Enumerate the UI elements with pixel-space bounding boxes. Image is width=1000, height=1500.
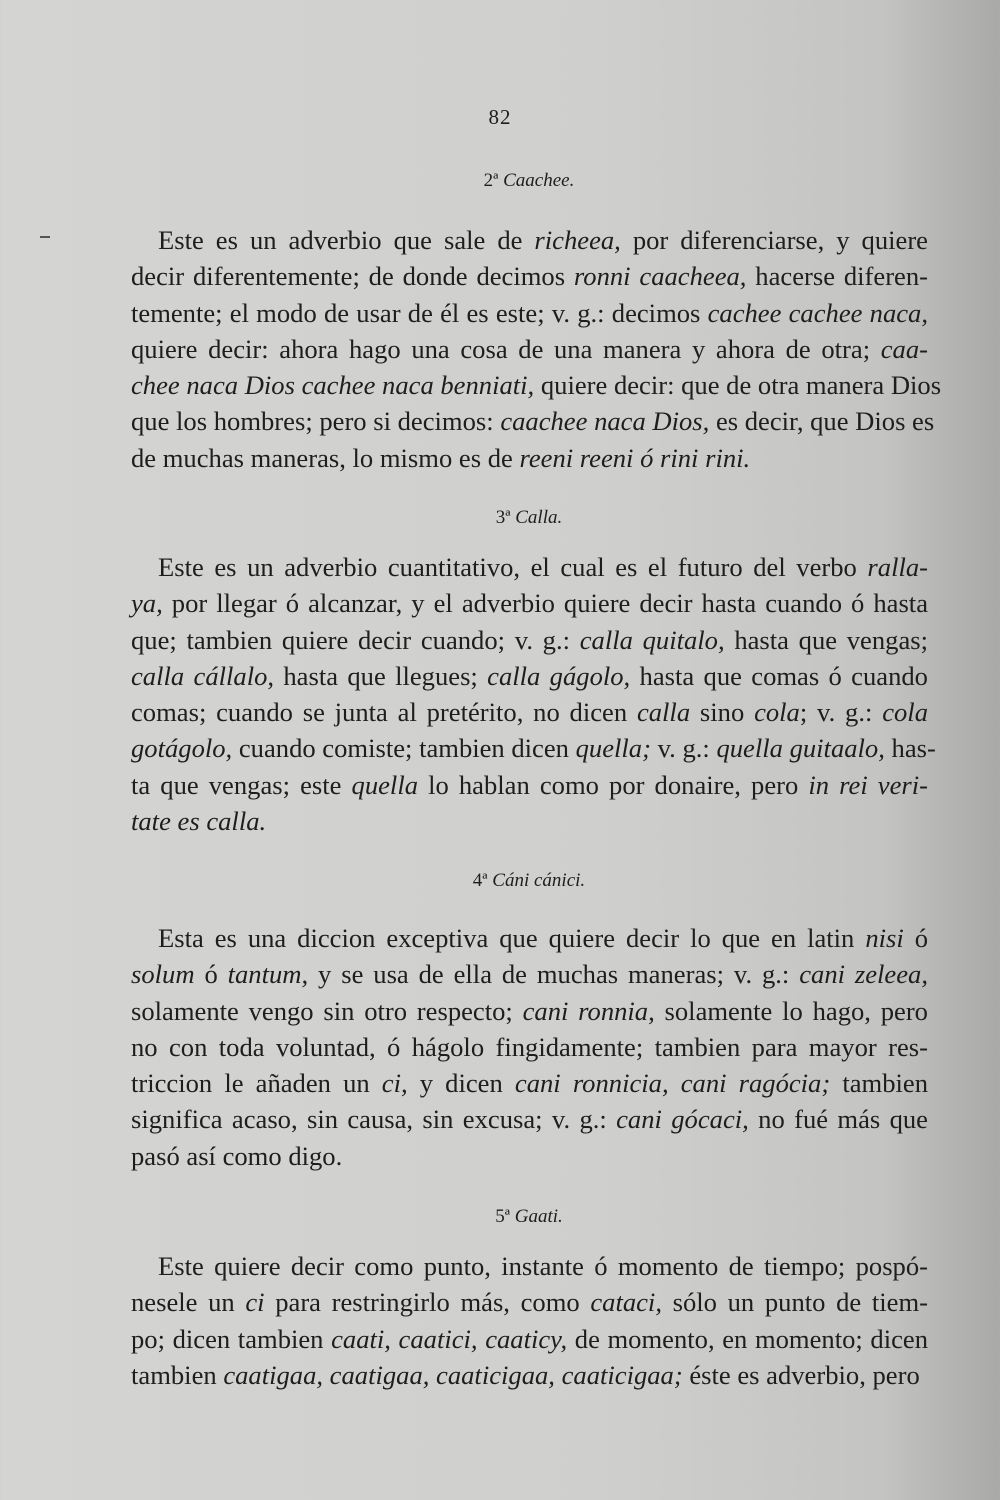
section-paragraph: [131, 1248, 928, 1393]
text-run: nesele un: [131, 1287, 246, 1318]
section-heading: [0, 1206, 1000, 1228]
italic-term: calla cállalo,: [131, 660, 275, 691]
text-line: [131, 767, 928, 803]
text-run: no fué más que: [748, 1104, 928, 1135]
italic-term: cataci,: [590, 1287, 662, 1318]
text-line: [131, 1138, 928, 1174]
text-run: Este es un adverbio que sale de: [158, 225, 535, 255]
italic-term: calla gágolo,: [487, 660, 631, 691]
text-run: significa acaso, sin causa, sin excusa; v. g.:: [131, 1104, 617, 1135]
text-run: y se usa de ella de muchas maneras; v. g.:: [308, 959, 800, 990]
text-run: cuando comiste; tambien dicen: [232, 733, 576, 764]
text-run: solamente lo hago, pero: [654, 995, 928, 1026]
text-line: [131, 956, 928, 992]
text-run: para restringirlo más, como: [264, 1287, 591, 1318]
text-line: [131, 258, 928, 294]
italic-term: nisi: [865, 923, 904, 953]
text-run: v. g.:: [650, 733, 717, 764]
text-run: pasó así como digo.: [131, 1140, 343, 1171]
italic-term: quella guitaalo,: [716, 733, 885, 764]
text-line: [131, 920, 928, 956]
text-run: triccion le añaden un: [131, 1068, 382, 1099]
section-number: 4ª: [472, 870, 488, 891]
section-paragraph: [131, 549, 936, 839]
text-run: por llegar ó alcanzar, y el adverbio quiere decir hasta cuando ó hasta: [162, 588, 928, 619]
text-run: lo hablan como por donaire, pero: [418, 769, 809, 800]
text-line: [131, 1284, 928, 1320]
text-line: [131, 295, 928, 331]
text-run: no con toda voluntad, ó hágolo fingidamente; tambien para mayor res-: [131, 1031, 928, 1062]
text-run: ó: [903, 923, 928, 953]
text-run: has-: [884, 733, 936, 764]
text-run: Esta es una diccion exceptiva que quiere decir lo que en latin: [158, 923, 866, 953]
italic-term: richeea,: [534, 225, 621, 255]
section-paragraph: [131, 222, 942, 476]
text-line: [131, 694, 928, 730]
text-run: ; v. g.:: [799, 697, 883, 728]
italic-term: ralla-: [867, 552, 928, 582]
text-line: [131, 658, 928, 694]
left-margin-mark: [40, 236, 50, 238]
italic-term: cani gócaci,: [616, 1104, 749, 1135]
text-run: hacerse diferen-: [746, 261, 929, 292]
text-run: hasta que comas ó cuando: [630, 660, 928, 691]
text-line: [131, 803, 928, 839]
italic-term: quella: [351, 769, 419, 800]
text-line: [131, 331, 928, 367]
section-heading: [0, 170, 1000, 192]
italic-term: caachee naca Dios,: [500, 406, 710, 437]
section-title: Cáni cánici.: [492, 870, 586, 891]
italic-term: caatigaa, caatigaa, caaticigaa, caaticigaa;: [223, 1359, 683, 1390]
text-run: ó: [194, 959, 228, 990]
italic-term: tate es calla.: [131, 806, 267, 837]
text-line: [131, 622, 928, 658]
italic-term: ronni caacheea,: [573, 261, 747, 292]
text-run: comas; cuando se junta al pretérito, no dicen: [131, 697, 637, 728]
section-number: 2ª: [483, 170, 499, 191]
text-line: [131, 367, 942, 403]
text-line: [131, 1101, 928, 1137]
text-run: sino: [690, 697, 755, 728]
text-run: quiere decir: ahora hago una cosa de una manera y ahora de otra;: [131, 333, 881, 364]
text-run: ta que vengas; este: [131, 769, 352, 800]
italic-term: cani ronnia,: [522, 995, 655, 1026]
text-run: de muchas maneras, lo mismo es de: [131, 442, 520, 473]
italic-term: chee naca Dios cachee naca benniati,: [131, 370, 535, 401]
text-line: [131, 993, 928, 1029]
italic-term: tantum,: [227, 959, 309, 990]
section-title: Caachee.: [503, 170, 575, 191]
italic-term: cola: [754, 697, 800, 728]
section-paragraph: [131, 920, 928, 1174]
italic-term: caa-: [880, 333, 928, 364]
text-run: sólo un punto de tiem-: [661, 1287, 928, 1318]
italic-term: in rei veri-: [808, 769, 928, 800]
section-heading: [0, 870, 1000, 892]
italic-term: calla: [636, 697, 691, 728]
section-title: Calla.: [515, 507, 563, 528]
text-run: es decir, que Dios es: [709, 406, 935, 437]
section-number: 5ª: [495, 1206, 510, 1227]
text-run: tambien: [131, 1359, 224, 1390]
text-run: po; dicen tambien: [131, 1323, 332, 1354]
italic-term: cachee cachee naca,: [707, 297, 928, 328]
page-number: 82: [488, 105, 512, 129]
italic-term: ya,: [131, 588, 163, 619]
text-run: que; tambien quiere decir cuando; v. g.:: [131, 624, 580, 655]
section-title: Gaati.: [514, 1206, 563, 1227]
text-run: hasta que vengas;: [724, 624, 928, 655]
text-run: decir diferentemente; de donde decimos: [131, 261, 574, 292]
text-line: [131, 1248, 928, 1284]
text-line: [131, 1321, 928, 1357]
italic-term: solum: [131, 959, 195, 990]
section-number: 3ª: [495, 507, 511, 528]
text-line: [131, 1357, 928, 1393]
text-run: hasta que llegues;: [274, 660, 488, 691]
text-run: quiere decir: que de otra manera Dios: [534, 370, 942, 401]
section-heading: [0, 507, 1000, 529]
text-run: tambien: [830, 1068, 929, 1099]
text-line: [131, 222, 928, 258]
text-run: solamente vengo sin otro respecto;: [131, 995, 523, 1026]
italic-term: cani ronnicia, cani ragócia;: [514, 1068, 831, 1099]
text-line: [131, 1065, 928, 1101]
italic-term: ci: [245, 1287, 265, 1318]
italic-term: quella;: [575, 733, 651, 764]
text-line: [131, 585, 928, 621]
text-run: Este quiere decir como punto, instante ó momento de tiempo; pospó-: [158, 1251, 928, 1281]
text-line: [131, 403, 935, 439]
italic-term: cani zeleea,: [799, 959, 928, 990]
text-run: de momento, en momento; dicen: [567, 1323, 928, 1354]
italic-term: calla quitalo,: [579, 624, 725, 655]
text-run: éste es adverbio, pero: [682, 1359, 920, 1390]
text-run: que los hombres; pero si decimos:: [131, 406, 501, 437]
text-run: por diferenciarse, y quiere: [620, 225, 928, 255]
italic-term: ci,: [381, 1068, 408, 1099]
text-run: temente; el modo de usar de él es este; v. g.: decimos: [131, 297, 708, 328]
text-line: [131, 730, 936, 766]
text-line: [131, 440, 928, 476]
italic-term: gotágolo,: [131, 733, 233, 764]
text-run: y dicen: [407, 1068, 515, 1099]
text-line: [131, 549, 928, 585]
text-run: Este es un adverbio cuantitativo, el cual es el futuro del verbo: [158, 552, 868, 582]
italic-term: cola: [882, 697, 928, 728]
italic-term: caati, caatici, caaticy,: [331, 1323, 568, 1354]
italic-term: reeni reeni ó rini rini.: [519, 442, 751, 473]
text-line: [131, 1029, 928, 1065]
